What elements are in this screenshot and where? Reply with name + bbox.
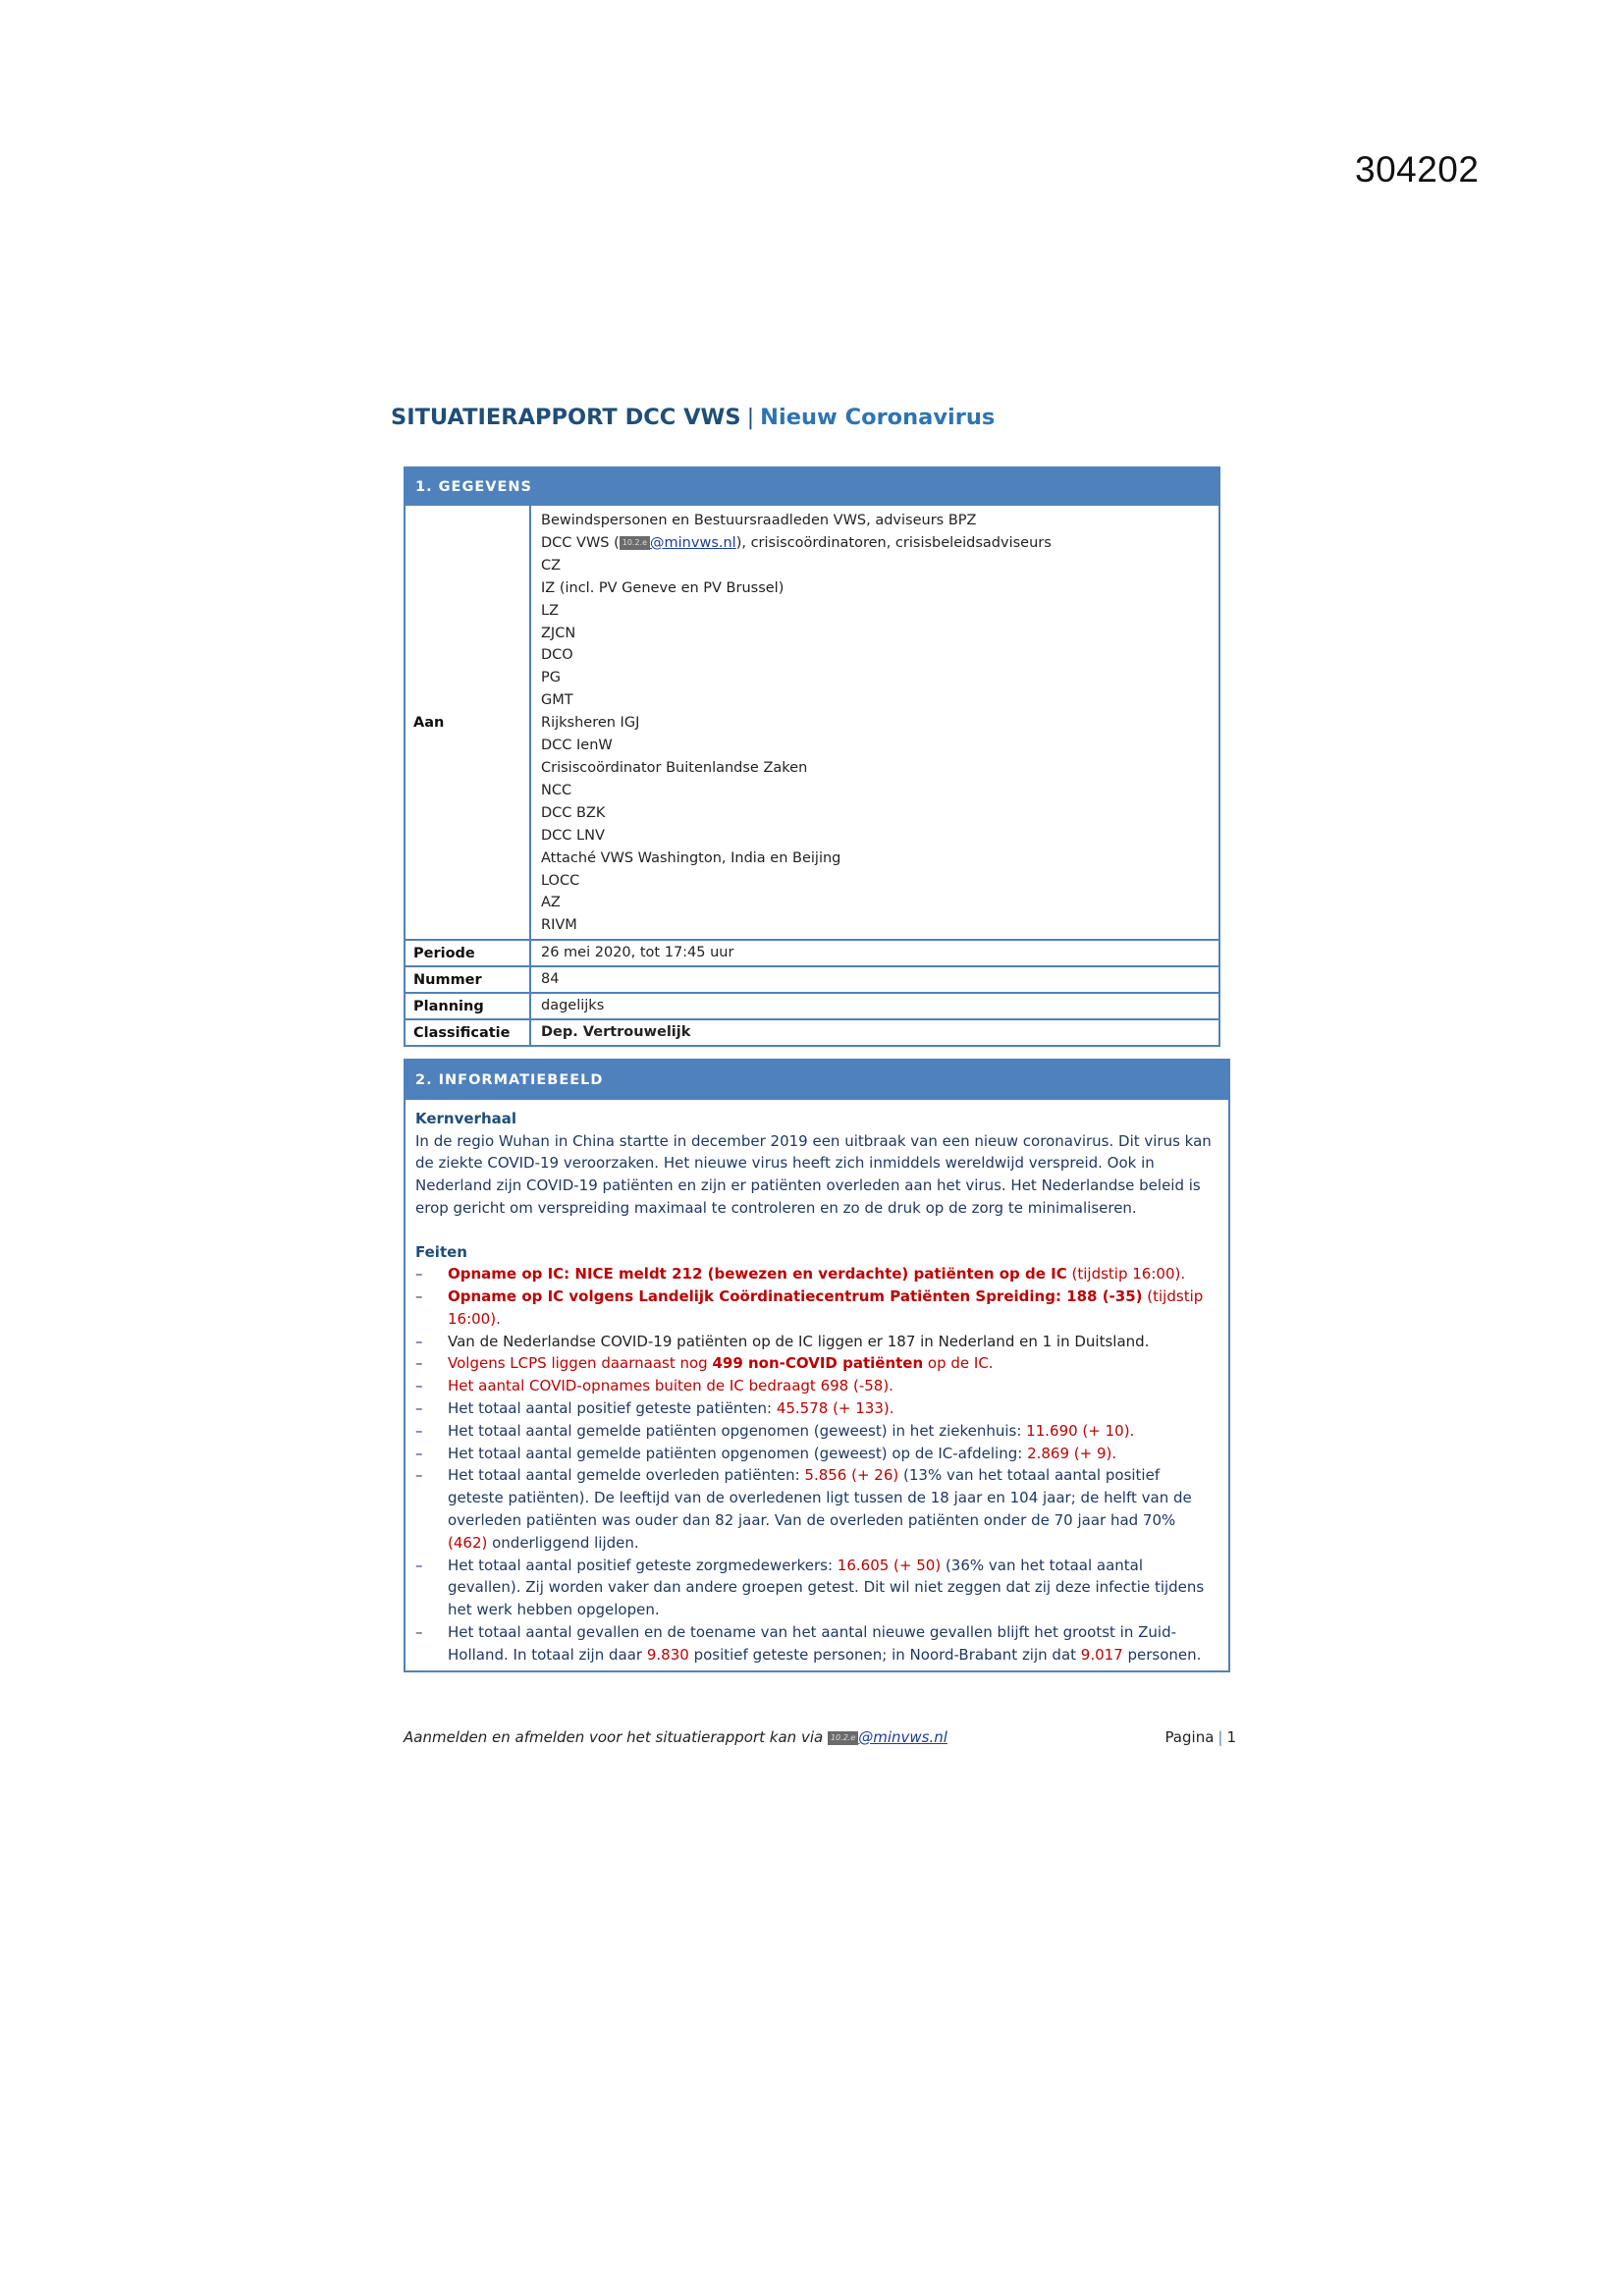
fact-value: 11.690 (+ 10). xyxy=(1026,1421,1135,1440)
recipient-line: Rijksheren IGJ xyxy=(541,715,640,732)
dcc-suffix: ), crisiscoördinatoren, crisisbeleidsadviseurs xyxy=(735,534,1052,551)
fact-value: 9.830 xyxy=(646,1645,689,1664)
recipient-line: LOCC xyxy=(541,872,580,889)
section-informatiebeeld xyxy=(404,1059,1230,1672)
nummer-label: Nummer xyxy=(406,967,531,992)
recipient-line: Bewindspersonen en Bestuursraadleden VWS, adviseurs BPZ xyxy=(541,513,977,528)
feiten-heading: Feiten xyxy=(415,1242,467,1261)
fact-text: Van de Nederlandse COVID-19 patiënten op de IC liggen er 187 in Nederland en 1 in Duitsland. xyxy=(448,1332,1150,1350)
recipient-line: DCC BZK xyxy=(541,804,606,821)
dcc-prefix: DCC VWS ( xyxy=(541,534,620,551)
fact-value: 45.578 (+ 133). xyxy=(776,1398,894,1417)
fact-text: Het totaal aantal gemelde patiënten opgenomen (geweest) op de IC-afdeling: xyxy=(448,1444,1028,1462)
recipient-line: PG xyxy=(541,670,561,686)
fact-text: Het totaal aantal positief geteste patiënten: xyxy=(448,1398,777,1417)
page-footer xyxy=(404,1728,1236,1746)
fact-value: 9.017 xyxy=(1080,1645,1123,1664)
report-title-main: SITUATIERAPPORT DCC VWS xyxy=(391,405,741,430)
fact-item xyxy=(415,1397,1218,1420)
fact-text: (13% van het totaal aantal positief geteste patiënten). De leeftijd van de overledenen ligt tussen de 18 jaar en 104 jaar; de helft van de overleden patiënten was ouder dan 82 jaar. Van de overleden patiënten onder de 70 jaar had 70% xyxy=(448,1466,1192,1529)
section-informatiebeeld-heading: 2. INFORMATIEBEELD xyxy=(406,1061,1228,1100)
planning-row xyxy=(406,992,1218,1018)
section-gegevens xyxy=(404,466,1220,1047)
recipient-line: ZJCN xyxy=(541,625,576,641)
fact-text: Opname op IC: NICE meldt 212 (bewezen en verdachte) patiënten op de IC xyxy=(448,1265,1067,1284)
fact-item xyxy=(415,1263,1218,1285)
nummer-row xyxy=(406,965,1218,992)
fact-text: personen. xyxy=(1122,1645,1202,1664)
page-label: Pagina xyxy=(1164,1728,1215,1746)
recipient-line: AZ xyxy=(541,895,561,911)
periode-row xyxy=(406,939,1218,965)
fact-value: 2.869 (+ 9). xyxy=(1027,1444,1117,1462)
fact-value: 5.856 (+ 26) xyxy=(804,1466,899,1485)
document-number: 304202 xyxy=(1355,149,1480,190)
planning-value: dagelijks xyxy=(541,998,605,1014)
page-separator: | xyxy=(1217,1728,1223,1746)
informatiebeeld-body xyxy=(406,1100,1228,1670)
classificatie-value: Dep. Vertrouwelijk xyxy=(541,1024,691,1041)
fact-text: 499 non-COVID patiënten xyxy=(712,1354,924,1373)
classificatie-row xyxy=(406,1018,1218,1045)
fact-text: Opname op IC volgens Landelijk Coördinatiecentrum Patiënten Spreiding: 188 (-35) xyxy=(448,1286,1143,1305)
fact-text: op de IC. xyxy=(923,1354,994,1373)
recipient-line: IZ (incl. PV Geneve en PV Brussel) xyxy=(541,579,784,596)
aan-recipients xyxy=(531,506,1218,939)
classificatie-label: Classificatie xyxy=(406,1020,531,1045)
recipient-line-dcc-vws xyxy=(541,532,1218,555)
fact-item xyxy=(415,1621,1218,1667)
kernverhaal-heading: Kernverhaal xyxy=(415,1110,517,1127)
fact-item xyxy=(415,1464,1218,1554)
fact-text: (tijdstip 16:00). xyxy=(448,1286,1204,1328)
fact-text: onderliggend lijden. xyxy=(487,1533,639,1552)
planning-label: Planning xyxy=(406,994,531,1018)
list-dash: – xyxy=(415,1265,423,1284)
list-dash: – xyxy=(415,1444,423,1462)
fact-text: Het totaal aantal gemelde patiënten opgenomen (geweest) in het ziekenhuis: xyxy=(448,1421,1027,1440)
recipient-line: NCC xyxy=(541,782,572,798)
list-dash: – xyxy=(415,1354,423,1373)
recipient-line: DCC IenW xyxy=(541,738,613,754)
fact-text: Het totaal aantal gevallen en de toename van het aantal nieuwe gevallen blijft het grootst in Zuid-Holland. In totaal zijn daar xyxy=(448,1622,1177,1664)
periode-label: Periode xyxy=(406,941,531,965)
periode-value: 26 mei 2020, tot 17:45 uur xyxy=(541,945,734,961)
fact-text: Volgens LCPS liggen daarnaast nog xyxy=(448,1354,713,1373)
recipient-line: DCC LNV xyxy=(541,827,605,844)
kernverhaal-text: In de regio Wuhan in China startte in december 2019 een uitbraak van een nieuw coronavirus. Dit virus kan de ziekte COVID-19 veroorzaken. Het nieuwe virus heeft zich inmiddels wereldwijd verspreid. Ook in Nederland zijn COVID-19 patiënten en zijn er patiënten overleden aan het virus. Het Nederlandse beleid is erop gericht om verspreiding maximaal te controleren en zo de druk op de zorg te minimaliseren. xyxy=(415,1131,1212,1217)
fact-item xyxy=(415,1331,1218,1353)
recipient-line: Crisiscoördinator Buitenlandse Zaken xyxy=(541,759,808,776)
recipient-line: Attaché VWS Washington, India en Beijing xyxy=(541,849,841,866)
redaction-box: 10.2.e xyxy=(620,536,650,550)
list-dash: – xyxy=(415,1466,423,1485)
list-dash: – xyxy=(415,1421,423,1440)
list-dash: – xyxy=(415,1377,423,1395)
list-dash: – xyxy=(415,1398,423,1417)
list-dash: – xyxy=(415,1332,423,1350)
report-title xyxy=(391,405,995,430)
title-separator: | xyxy=(746,405,755,430)
footer-text: Aanmelden en afmelden voor het situatierapport kan via xyxy=(404,1728,824,1746)
fact-item xyxy=(415,1285,1218,1331)
fact-text: positief geteste personen; in Noord-Brabant zijn dat xyxy=(688,1645,1081,1664)
feiten-list xyxy=(415,1263,1218,1666)
list-dash: – xyxy=(415,1286,423,1305)
fact-item xyxy=(415,1443,1218,1465)
fact-item xyxy=(415,1420,1218,1443)
report-title-sub: Nieuw Coronavirus xyxy=(760,405,996,430)
email-link[interactable]: @minvws.nl xyxy=(650,534,736,551)
fact-text: Het totaal aantal positief geteste zorgmedewerkers: xyxy=(448,1556,838,1574)
footer-email-link[interactable]: @minvws.nl xyxy=(858,1728,947,1746)
fact-item xyxy=(415,1352,1218,1375)
nummer-value: 84 xyxy=(541,971,560,988)
aan-label: Aan xyxy=(406,506,531,939)
recipient-line: DCO xyxy=(541,647,573,664)
fact-value: 16.605 (+ 50) xyxy=(837,1556,942,1574)
section-gegevens-heading: 1. GEGEVENS xyxy=(406,468,1218,506)
fact-value: (462) xyxy=(448,1533,488,1552)
page-number: 1 xyxy=(1226,1728,1236,1746)
recipient-line: LZ xyxy=(541,602,560,619)
list-dash: – xyxy=(415,1622,423,1641)
aan-row xyxy=(406,506,1218,939)
fact-text: Het aantal COVID-opnames buiten de IC bedraagt 698 (-58). xyxy=(448,1377,893,1395)
recipient-line: RIVM xyxy=(541,917,577,934)
fact-item xyxy=(415,1555,1218,1621)
fact-text: (36% van het totaal aantal gevallen). Zij worden vaker dan andere groepen getest. Dit wil niet zeggen dat zij deze infectie tijdens het werk hebben opgelopen. xyxy=(448,1556,1205,1619)
recipient-line: CZ xyxy=(541,557,562,574)
fact-item xyxy=(415,1375,1218,1397)
fact-text: Het totaal aantal gemelde overleden patiënten: xyxy=(448,1466,805,1485)
redaction-box: 10.2.e xyxy=(828,1731,858,1745)
fact-text: (tijdstip 16:00). xyxy=(1066,1265,1186,1284)
page-indicator xyxy=(1164,1728,1236,1746)
list-dash: – xyxy=(415,1556,423,1574)
recipient-line: GMT xyxy=(541,692,573,709)
footer-subscribe-note xyxy=(404,1728,947,1746)
